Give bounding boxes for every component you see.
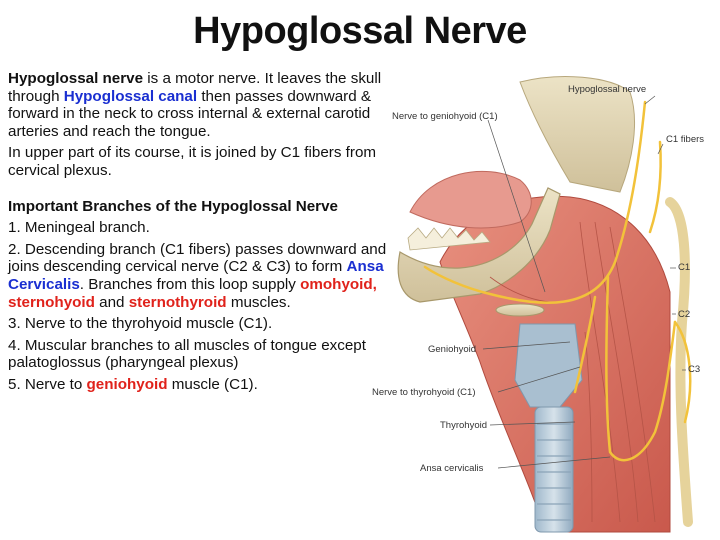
branch2-text-1: 2. Descending branch (C1 fibers) passes downward and joins descending cervical nerve (C2 & C3) to form [8, 240, 387, 276]
tongue [410, 171, 531, 228]
label-thyrohyoid: Thyrohyoid [440, 420, 487, 431]
branch-thyrohyoid: 3. Nerve to the thyrohyoid muscle (C1). [8, 315, 273, 333]
term-omohyoid-sternohyoid: omohyoid, sternohyoid [8, 275, 377, 311]
trachea [535, 407, 573, 532]
label-c2: C2 [678, 309, 691, 320]
label-hypoglossal-nerve: Hypoglossal nerve [568, 84, 647, 95]
label-nerve-to-thyrohyoid: Nerve to thyrohyoid (C1) [372, 387, 476, 398]
intro-text-1: is a motor nerve. It leaves the skull through [8, 70, 382, 105]
intro-text-2: then passes downward & forward in the neck to cross internal & external carotid arteries and reach the tongue. [8, 87, 372, 140]
term-hypoglossal-canal: Hypoglossal canal [63, 87, 198, 105]
c1-fibers-path [650, 142, 661, 232]
description-text [8, 70, 388, 398]
branch5-text-2: muscle (C1). [167, 375, 258, 393]
anatomy-figure [370, 62, 720, 540]
branch2-text-2: . Branches from this loop supply [79, 275, 301, 293]
branch-meningeal: 1. Meningeal branch. [8, 219, 150, 237]
branch-geniohyoid [8, 376, 388, 394]
branch-muscular: 4. Muscular branches to all muscles of tongue except palatoglossus (pharyngeal plexus) [8, 336, 366, 372]
branch2-text-3: and [94, 293, 129, 311]
cervical-vertebrae [670, 202, 691, 522]
label-c1-fibers: C1 fibers [666, 134, 705, 145]
branch-descending [8, 241, 388, 311]
label-c1: C1 [678, 262, 691, 273]
label-ansa-cervicalis: Ansa cervicalis [420, 463, 484, 474]
label-nerve-to-geniohyoid: Nerve to geniohyoid (C1) [392, 111, 498, 122]
branch5-text-1: 5. Nerve to [8, 375, 87, 393]
term-geniohyoid: geniohyoid [86, 375, 168, 393]
label-geniohyoid: Geniohyoid [428, 344, 477, 355]
branch2-text-4: muscles. [226, 293, 291, 311]
hyoid-bone [496, 304, 544, 316]
label-c3: C3 [688, 364, 701, 375]
hypoglossal-anatomy-illustration [370, 62, 720, 540]
intro-paragraph [8, 70, 388, 140]
c1-fibers-paragraph: In upper part of its course, it is joined by C1 fibers from cervical plexus. [8, 144, 377, 179]
term-hypoglossal-nerve: Hypoglossal nerve [8, 70, 144, 87]
page-title: Hypoglossal Nerve [193, 10, 527, 52]
branches-heading: Important Branches of the Hypoglossal Nerve [8, 197, 338, 215]
term-ansa-cervicalis: Ansa Cervicalis [8, 258, 384, 293]
term-sternothyroid: sternothyroid [128, 293, 227, 311]
